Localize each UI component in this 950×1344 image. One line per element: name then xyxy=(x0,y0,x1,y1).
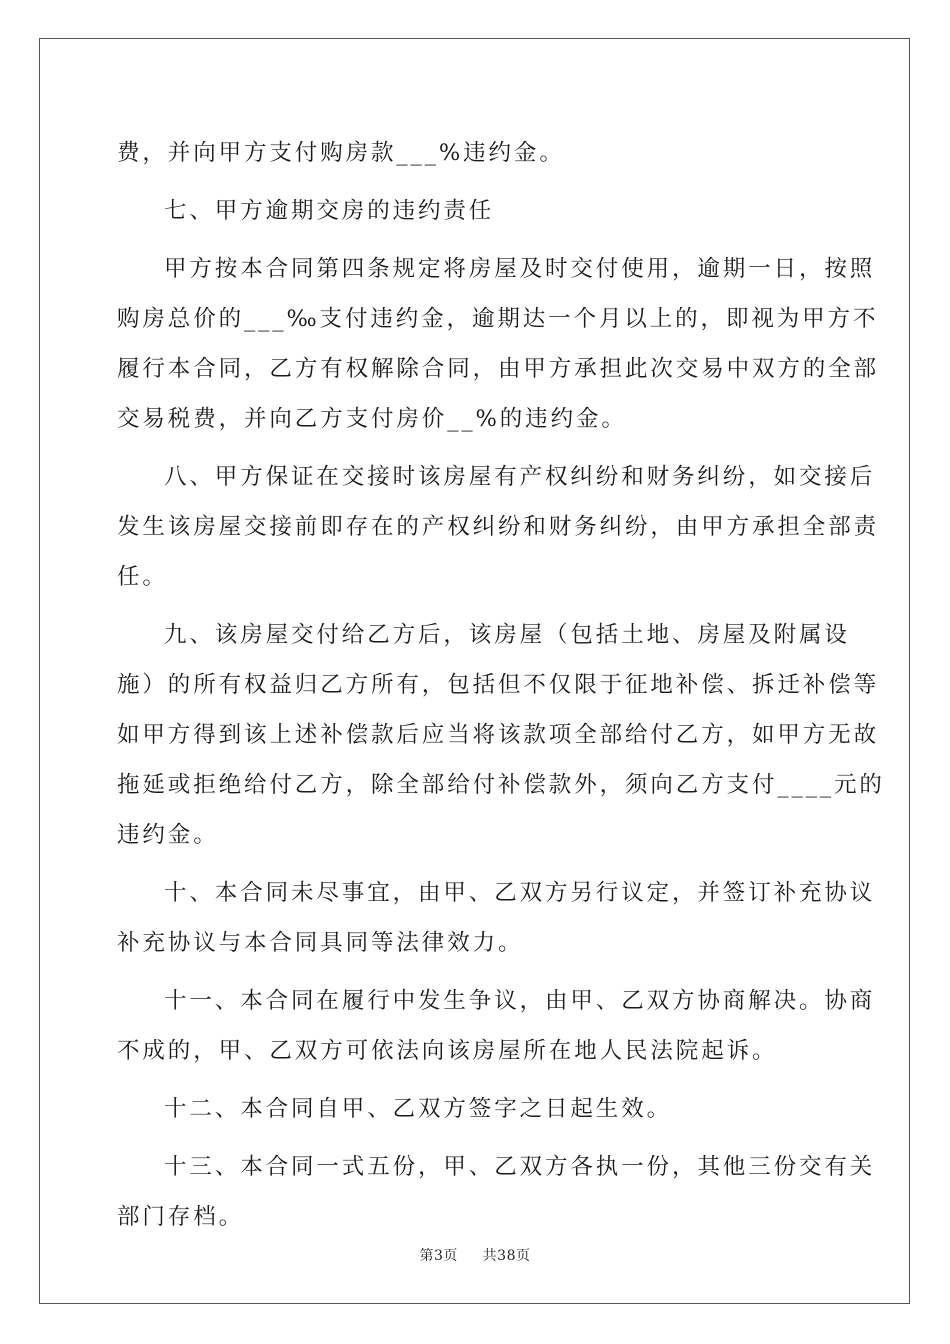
text-line: 补充协议与本合同具同等法律效力。 xyxy=(117,930,524,956)
paragraph-5 xyxy=(117,610,885,860)
text-line: 十三、本合同一式五份，甲、乙双方各执一份，其他三份交有关 xyxy=(164,1154,876,1180)
text-line: 发生该房屋交接前即存在的产权纠纷和财务纠纷，由甲方承担全部责 xyxy=(117,514,880,540)
text-line: 十、本合同未尽事宜，由甲、乙双方另行议定，并签订补充协议 xyxy=(164,880,876,906)
text-line: 部门存档。 xyxy=(117,1204,245,1230)
document-body xyxy=(117,128,885,1250)
text-line: 不成的，甲、乙双方可依法向该房屋所在地人民法院起诉。 xyxy=(117,1038,778,1064)
text-line: 七、甲方逾期交房的违约责任 xyxy=(164,198,495,224)
paragraph-6 xyxy=(117,868,876,968)
text-line: 十二、本合同自甲、乙双方签字之日起生效。 xyxy=(164,1096,673,1122)
text-line: 购房总价的___‰支付违约金，逾期达一个月以上的，即视为甲方不 xyxy=(117,306,879,332)
page-number: 第3页 xyxy=(419,1248,458,1264)
text-line: 八、甲方保证在交接时该房屋有产权纠纷和财务纠纷，如交接后 xyxy=(164,464,876,490)
total-pages: 共38页 xyxy=(482,1248,531,1264)
paragraph-1 xyxy=(117,128,835,178)
text-line: 十一、本合同在履行中发生争议，由甲、乙双方协商解决。协商 xyxy=(164,988,876,1014)
text-line: 任。 xyxy=(117,564,168,590)
text-line: 施）的所有权益归乙方所有，包括但不仅限于征地补偿、拆迁补偿等 xyxy=(117,672,880,698)
text-line: 费，并向甲方支付购房款___%违约金。 xyxy=(117,140,565,166)
page-footer xyxy=(0,1246,950,1266)
paragraph-7 xyxy=(117,976,876,1076)
paragraph-9 xyxy=(117,1142,876,1242)
paragraph-2-heading xyxy=(117,186,835,236)
text-line: 履行本合同，乙方有权解除合同，由甲方承担此次交易中双方的全部 xyxy=(117,356,880,382)
text-line: 交易税费，并向乙方支付房价__%的违约金。 xyxy=(117,406,627,432)
text-line: 违约金。 xyxy=(117,822,219,848)
text-line: 甲方按本合同第四条规定将房屋及时交付使用，逾期一日，按照 xyxy=(164,256,876,282)
text-line: 如甲方得到该上述补偿款后应当将该款项全部给付乙方，如甲方无故 xyxy=(117,722,880,748)
text-line: 拖延或拒绝给付乙方，除全部给付补偿款外，须向乙方支付____元的 xyxy=(117,772,885,798)
paragraph-4 xyxy=(117,452,880,602)
paragraph-8 xyxy=(117,1084,835,1134)
text-line: 九、该房屋交付给乙方后，该房屋（包括土地、房屋及附属设 xyxy=(164,622,850,648)
paragraph-3 xyxy=(117,244,880,444)
